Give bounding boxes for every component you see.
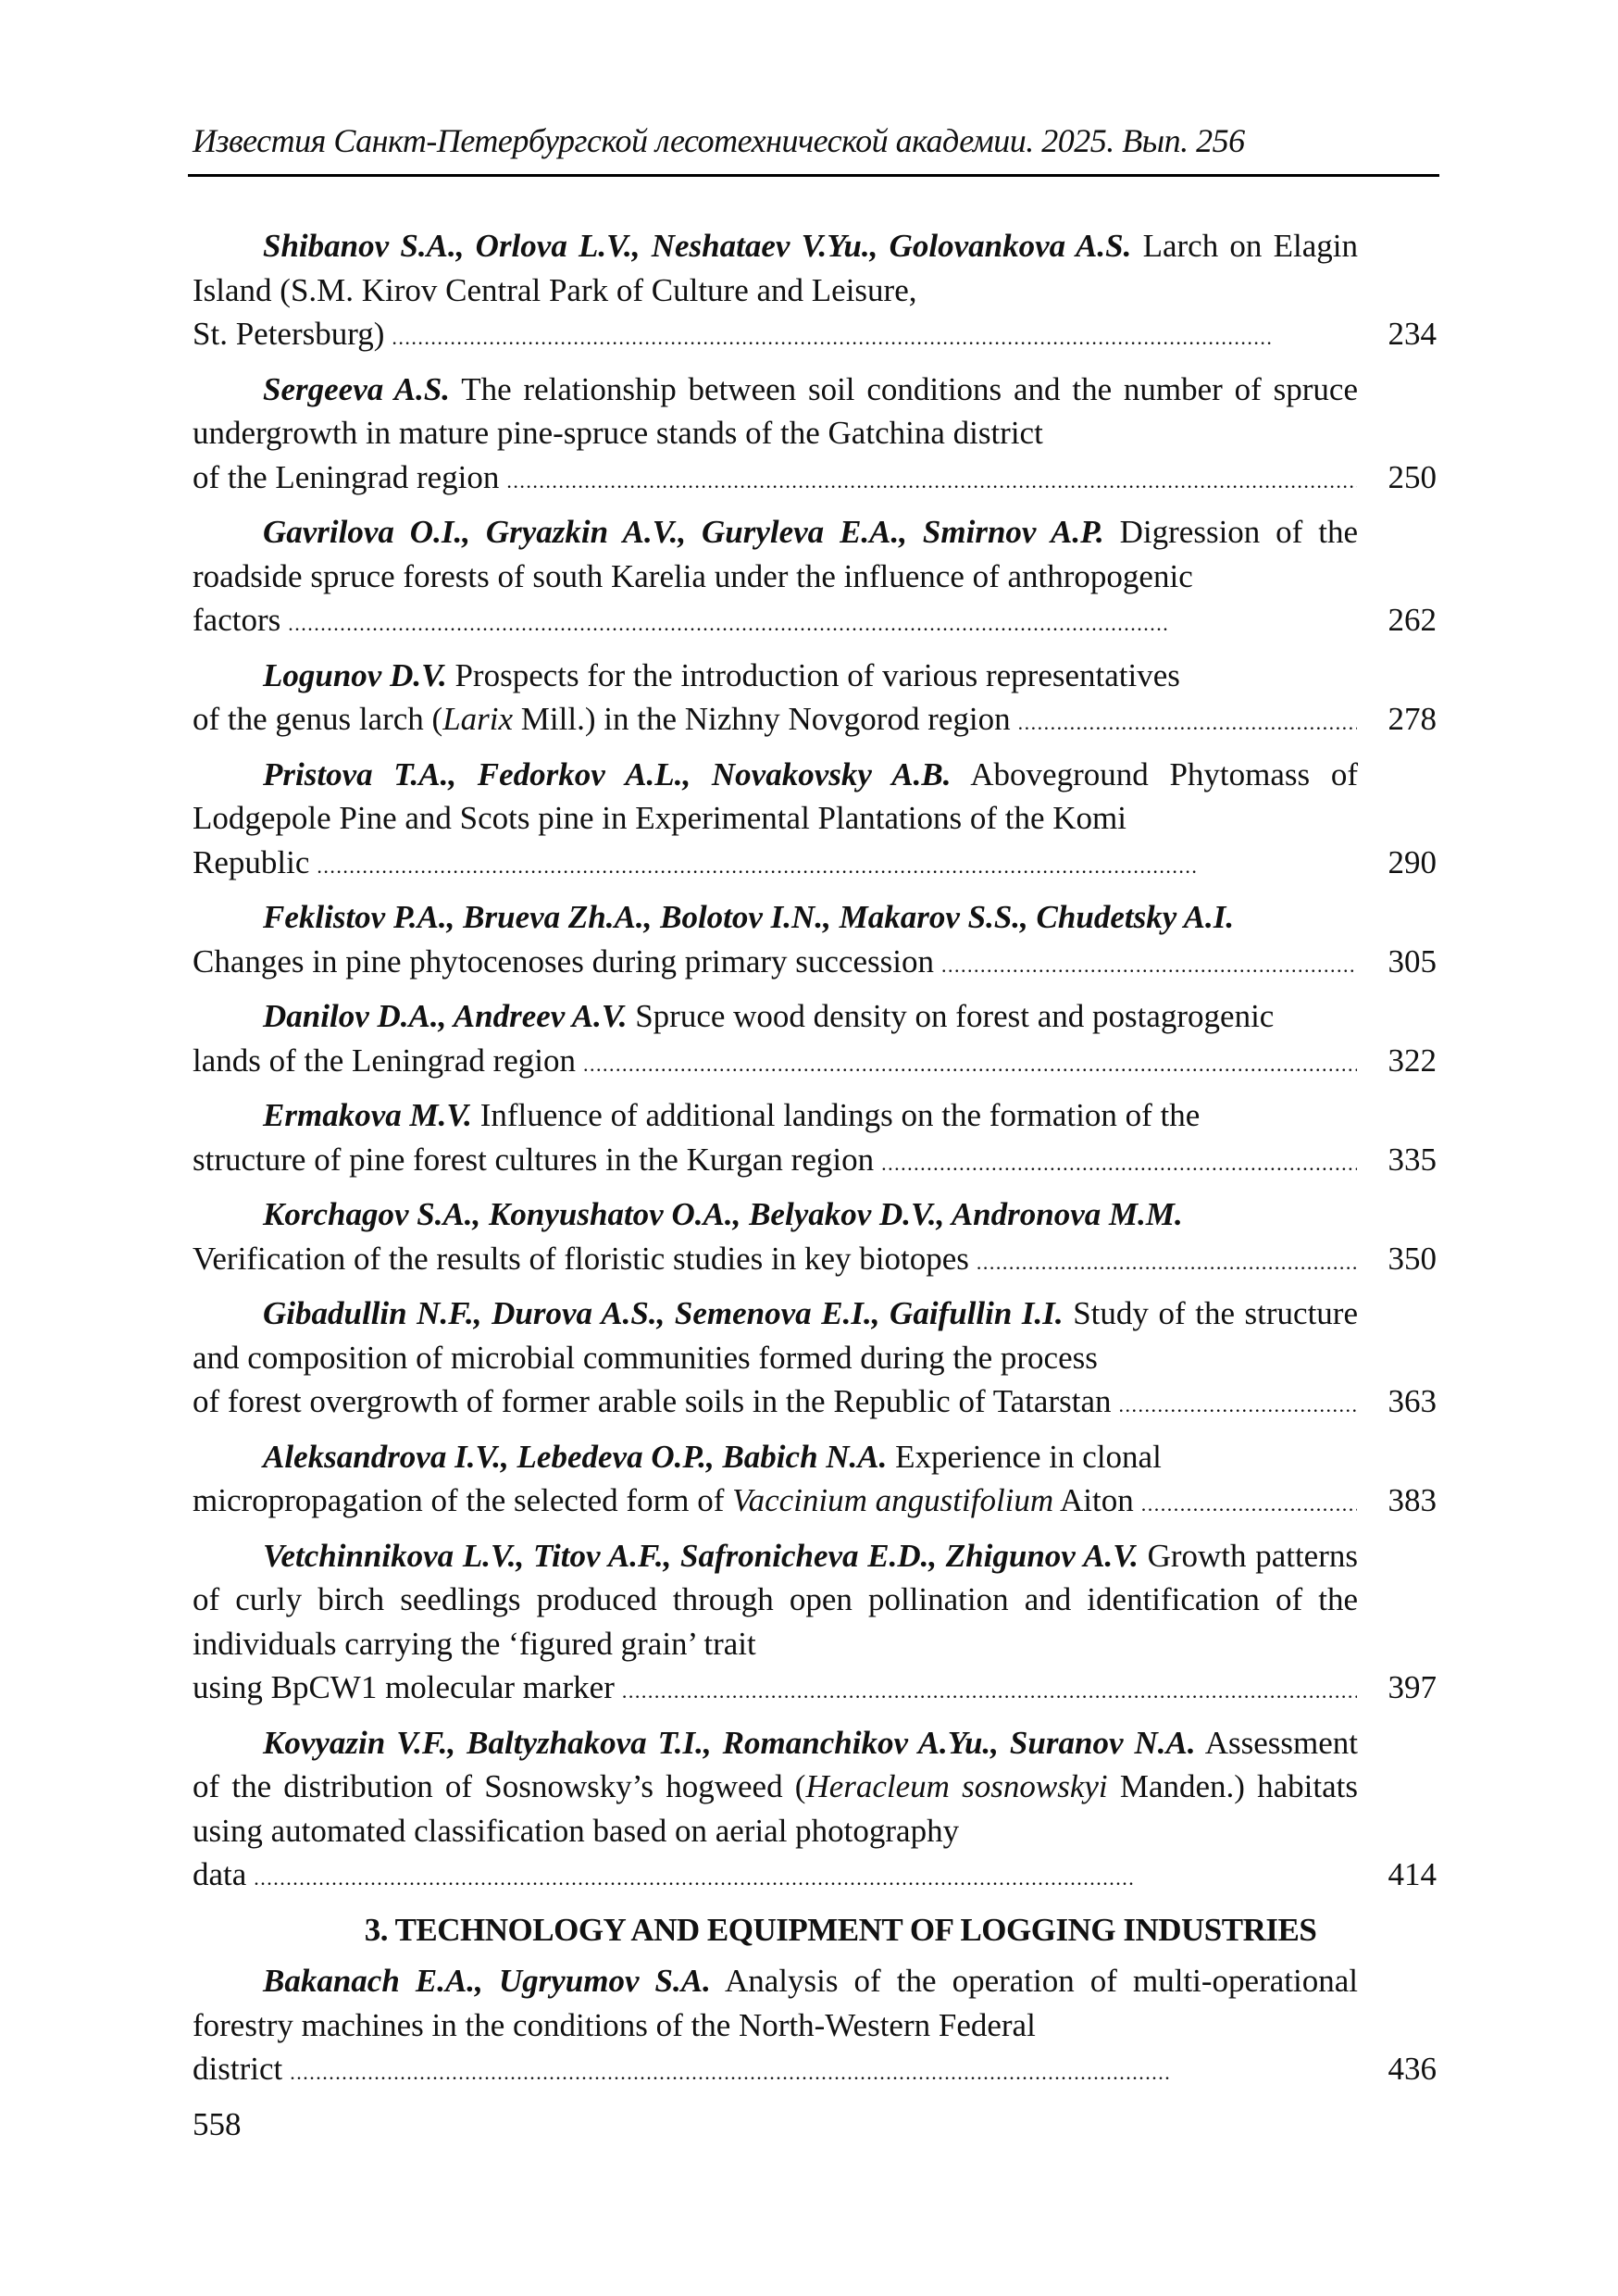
entry-title-end: Republic — [193, 843, 310, 880]
toc-entry[interactable] — [193, 1435, 1437, 1527]
entry-title: Growth patterns of curly birch seedlings produced through open pollination and identification of the individuals carrying the ‘figured grain’ trait — [193, 1537, 1358, 1662]
entry-title-end: factors — [193, 602, 281, 638]
entry-page-number[interactable]: 250 — [1388, 458, 1437, 495]
entry-authors: Gibadullin N.F., Durova A.S., Semenova E.I., Gaifullin I.I. — [263, 1295, 1064, 1331]
entry-page-number[interactable]: 436 — [1388, 2051, 1437, 2087]
entry-authors: Shibanov S.A., Orlova L.V., Neshataev V.Yu., Golovankova A.S. — [263, 228, 1132, 264]
entry-title: Study of the structure and composition of microbial communities formed during the process — [193, 1295, 1359, 1376]
toc-entry[interactable] — [193, 1192, 1437, 1284]
entry-title: Aboveground Phytomass of Lodgepole Pine and Scots pine in Experimental Plantations of the Komi — [193, 755, 1359, 836]
entry-title-end: of forest overgrowth of former arable soils in the Republic of Tatarstan — [193, 1383, 1112, 1419]
header-rule — [188, 174, 1439, 177]
toc-entry[interactable] — [193, 654, 1437, 745]
section-heading: 3. TECHNOLOGY AND EQUIPMENT OF LOGGING INDUSTRIES — [364, 1911, 1317, 1948]
entry-page-number[interactable]: 262 — [1388, 602, 1437, 638]
entry-authors: Bakanach E.A., Ugryumov S.A. — [263, 1963, 711, 1999]
entry-page-number[interactable]: 278 — [1388, 701, 1437, 737]
table-of-contents — [193, 224, 1437, 2103]
entry-authors: Pristova T.A., Fedorkov A.L., Novakovsky A.B. — [263, 755, 952, 792]
species-name: Vaccinium angustifolium — [732, 1482, 1054, 1518]
leader-dots — [1119, 1383, 1358, 1428]
entry-page-number[interactable]: 363 — [1388, 1383, 1437, 1419]
leader-dots — [1018, 701, 1357, 745]
leader-dots — [881, 1142, 1357, 1186]
toc-entry[interactable] — [193, 368, 1437, 504]
toc-entry[interactable] — [193, 1959, 1437, 2095]
entry-authors: Danilov D.A., Andreev A.V. — [263, 998, 628, 1034]
entry-page-number[interactable]: 397 — [1388, 1669, 1437, 1705]
entry-title-end: of the Leningrad region — [193, 458, 500, 495]
entry-title-end: district — [193, 2051, 283, 2087]
entry-page-number[interactable]: 414 — [1388, 1856, 1437, 1892]
entry-title-end: data — [193, 1856, 247, 1892]
entry-authors: Sergeeva A.S. — [263, 370, 451, 407]
running-header: Известия Санкт-Петербургской лесотехнической академии. 2025. Вып. 256 — [193, 122, 1245, 159]
leader-dots — [977, 1241, 1357, 1285]
leader-dots — [317, 844, 1357, 889]
toc-entry[interactable] — [193, 224, 1437, 360]
entry-authors: Vetchinnikova L.V., Titov A.F., Safronicheva E.D., Zhigunov A.V. — [263, 1537, 1139, 1574]
entry-page-number[interactable]: 305 — [1388, 942, 1437, 980]
entry-title: Spruce wood density on forest and postagrogenic — [635, 998, 1275, 1034]
toc-entry[interactable] — [193, 753, 1437, 889]
entry-authors: Aleksandrova I.V., Lebedeva O.P., Babich N.A. — [263, 1438, 888, 1475]
leader-dots — [583, 1042, 1357, 1087]
entry-title: Prospects for the introduction of various representatives — [454, 656, 1180, 693]
toc-entry[interactable] — [193, 1534, 1437, 1714]
entry-title-end: Changes in pine phytocenoses during primary succession — [193, 942, 934, 980]
entry-title: Larch on Elagin Island (S.M. Kirov Central Park of Culture and Leisure, — [193, 228, 1359, 308]
entry-page-number[interactable]: 234 — [1388, 316, 1437, 352]
entry-title: Experience in clonal — [895, 1438, 1162, 1475]
entry-title-end: micropropagation of the selected form of Vaccinium angustifolium Aiton — [193, 1482, 1134, 1518]
entry-page-number[interactable]: 322 — [1388, 1042, 1437, 1079]
entry-title-end: lands of the Leningrad region — [193, 1042, 577, 1079]
species-name: Heracleum sosnowskyi — [805, 1768, 1108, 1804]
entry-authors: Gavrilova O.I., Gryazkin A.V., Guryleva E.A., Smirnov A.P. — [263, 514, 1104, 550]
toc-entry[interactable] — [193, 1093, 1437, 1185]
entry-title-end: using BpCW1 molecular marker — [193, 1669, 615, 1705]
entry-page-number[interactable]: 383 — [1388, 1482, 1437, 1518]
entry-title: Assessment of the distribution of Sosnowsky’s hogweed (Heracleum sosnowskyi Manden.) habitats using automated classification based on aerial photography — [193, 1724, 1358, 1849]
page-number: 558 — [193, 2106, 242, 2142]
leader-dots — [941, 943, 1357, 988]
toc-entry[interactable] — [193, 510, 1437, 646]
leader-dots — [254, 1856, 1357, 1901]
entry-authors: Logunov D.V. — [263, 656, 447, 693]
leader-dots — [290, 2051, 1357, 2095]
leader-dots — [288, 602, 1357, 646]
genus-name: Larix — [442, 701, 514, 737]
toc-entry[interactable] — [193, 895, 1437, 987]
entry-title: The relationship between soil conditions and the number of spruce undergrowth in mature pine-spruce stands of the Gatchina district — [193, 370, 1358, 451]
entry-page-number[interactable]: 290 — [1388, 843, 1437, 880]
entry-title: Digression of the roadside spruce forests of south Karelia under the influence of anthropogenic — [193, 514, 1358, 594]
leader-dots — [622, 1669, 1357, 1714]
toc-entry[interactable] — [193, 1292, 1437, 1428]
toc-entry[interactable] — [193, 994, 1437, 1086]
entry-title-end: St. Petersburg) — [193, 316, 385, 352]
entry-title: Analysis of the operation of multi-operational forestry machines in the conditions of the North-Western Federal — [193, 1963, 1358, 2043]
entry-authors: Feklistov P.A., Brueva Zh.A., Bolotov I.N., Makarov S.S., Chudetsky A.I. — [263, 899, 1235, 935]
toc-entry[interactable] — [193, 1721, 1437, 1901]
entry-title-end: of the genus larch (Larix Mill.) in the Nizhny Novgorod region — [193, 701, 1011, 737]
entry-authors: Korchagov S.A., Konyushatov O.A., Belyakov D.V., Andronova M.M. — [263, 1196, 1183, 1232]
leader-dots — [392, 316, 1357, 360]
entry-title: Influence of additional landings on the formation of the — [479, 1097, 1201, 1133]
entry-title-end: structure of pine forest cultures in the Kurgan region — [193, 1141, 875, 1178]
entry-page-number[interactable]: 350 — [1388, 1240, 1437, 1277]
leader-dots — [506, 459, 1357, 504]
entry-page-number[interactable]: 335 — [1388, 1141, 1437, 1178]
entry-title-end: Verification of the results of floristic studies in key biotopes — [193, 1240, 969, 1277]
entry-authors: Kovyazin V.F., Baltyzhakova T.I., Romanchikov A.Yu., Suranov N.A. — [263, 1724, 1196, 1761]
entry-authors: Ermakova M.V. — [263, 1097, 472, 1133]
leader-dots — [1141, 1482, 1357, 1527]
